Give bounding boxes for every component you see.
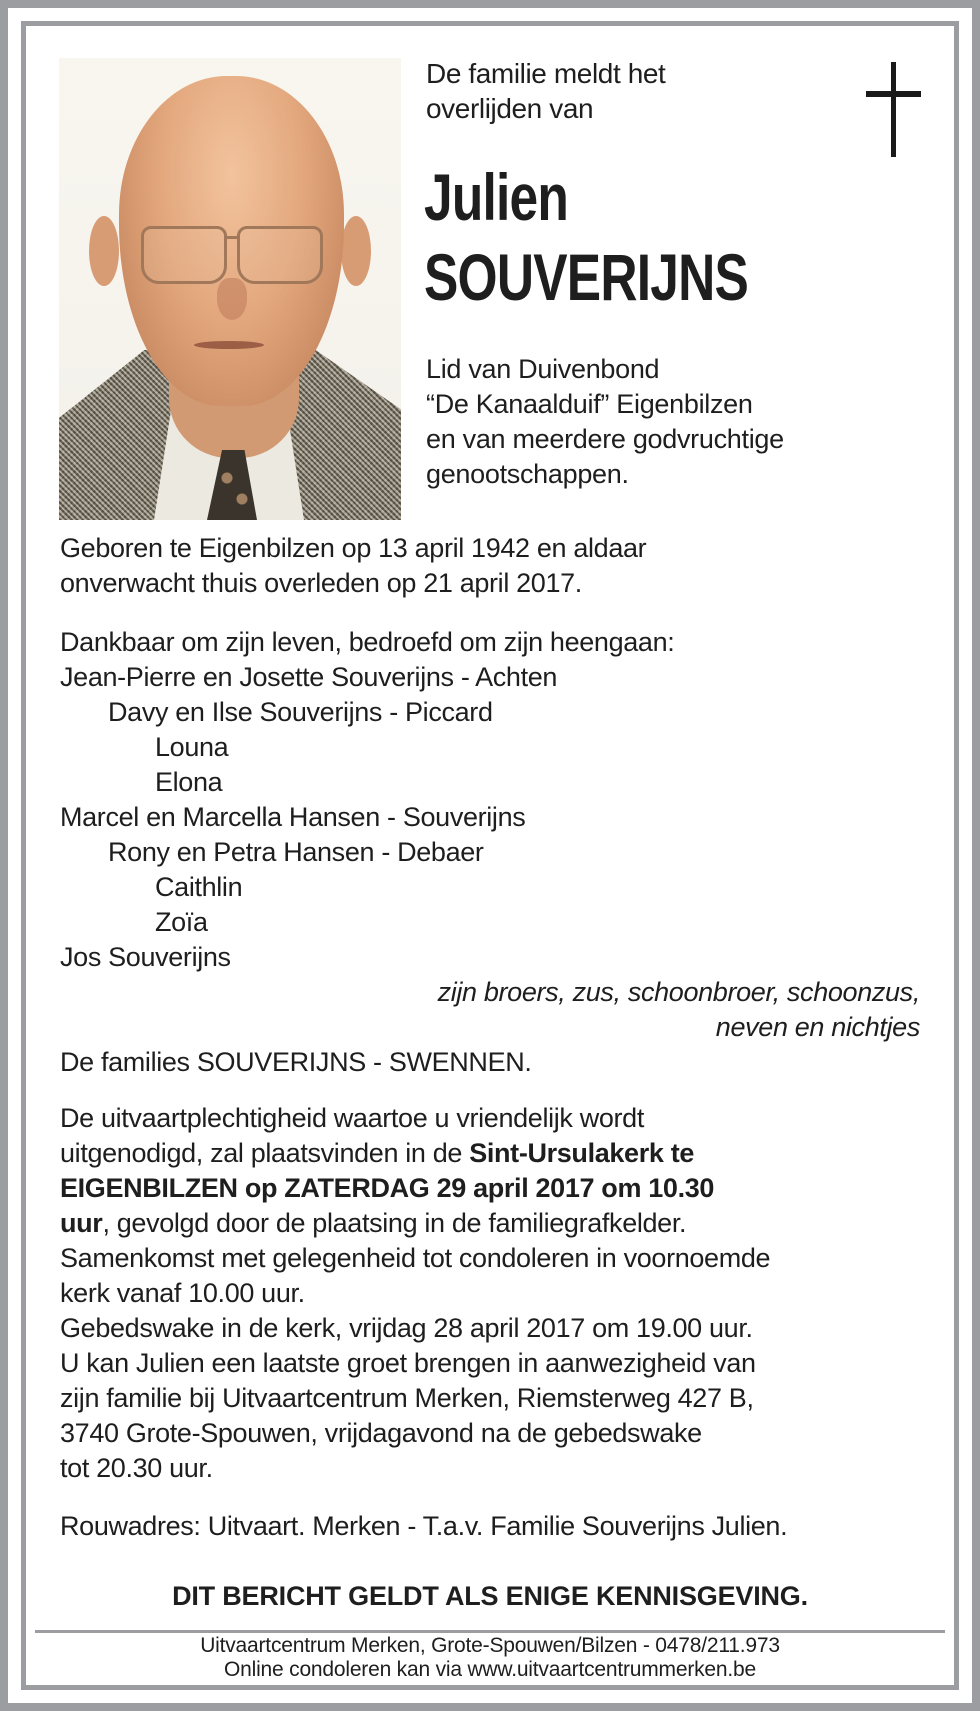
membership-line: genootschappen. [426,459,629,489]
photo-nose [217,278,247,320]
membership-text [426,352,784,492]
ceremony-line: 3740 Grote-Spouwen, vrijdagavond na de gebedswake [60,1418,702,1448]
family-list [60,625,920,1080]
family-member: Jos Souverijns [60,942,231,972]
ceremony-line: kerk vanaf 10.00 uur. [60,1278,305,1308]
birth-line: Geboren te Eigenbilzen op 13 april 1942 en aldaar [60,533,647,563]
photo-glasses-right [237,226,323,284]
ceremony-line: tot 20.30 uur. [60,1453,213,1483]
ceremony-line [60,1136,940,1171]
ceremony-line: Samenkomst met gelegenheid tot condoleren in voornoemde [60,1243,771,1273]
ceremony-line: U kan Julien een laatste groet brengen in aanwezigheid van [60,1348,756,1378]
intro-line: overlijden van [426,93,594,124]
membership-line: en van meerdere godvruchtige [426,424,784,454]
ceremony-line [60,1206,940,1241]
ceremony-line: zijn familie bij Uitvaartcentrum Merken, Riemsterweg 427 B, [60,1383,754,1413]
cross-icon-vertical [891,62,896,157]
photo-glasses-left [141,226,227,284]
ceremony-text: uitgenodigd, zal plaatsvinden in de [60,1138,470,1168]
membership-line: Lid van Duivenbond [426,354,660,384]
ceremony-date-time: EIGENBILZEN op ZATERDAG 29 april 2017 om 10.30 [60,1173,715,1203]
birth-death-text [60,531,646,601]
ceremony-text: , gevolgd door de plaatsing in de familiegrafkelder. [102,1208,687,1238]
membership-line: “De Kanaalduif” Eigenbilzen [426,389,753,419]
family-member: Caithlin [155,872,243,902]
family-member: Davy en Ilse Souverijns - Piccard [108,697,493,727]
first-name: Julien [424,160,569,234]
online-condolence-link[interactable]: Online condoleren kan via www.uitvaartcentrummerken.be [224,1658,756,1681]
family-member: Elona [155,767,223,797]
family-member: Zoïa [155,907,208,937]
announcement-intro [426,56,665,126]
relation-line: neven en nichtjes [715,1012,920,1042]
family-member: Rony en Petra Hansen - Debaer [108,837,484,867]
relation-line: zijn broers, zus, schoonbroer, schoonzus, [437,977,920,1007]
footer [35,1634,945,1682]
ceremony-line: De uitvaartplechtigheid waartoe u vriendelijk wordt [60,1103,644,1133]
photo-ear-right [341,216,371,286]
family-intro: Dankbaar om zijn leven, bedroefd om zijn heengaan: [60,627,675,657]
funeral-home-contact: Uitvaartcentrum Merken, Grote-Spouwen/Bilzen - 0478/211.973 [200,1634,780,1657]
notice-statement: DIT BERICHT GELDT ALS ENIGE KENNISGEVING. [172,1581,808,1611]
photo-ear-left [89,216,119,286]
last-name: SOUVERIJNS [424,240,749,314]
deceased-name [424,157,748,317]
ceremony-details [60,1101,940,1486]
family-member: Jean-Pierre en Josette Souverijns - Achten [60,662,558,692]
mourning-address: Rouwadres: Uitvaart. Merken - T.a.v. Familie Souverijns Julien. [60,1511,788,1541]
ceremony-line: Gebedswake in de kerk, vrijdag 28 april 2017 om 19.00 uur. [60,1313,753,1343]
photo-mouth [194,341,264,349]
portrait-photo [59,58,401,520]
footer-divider [35,1630,945,1633]
cross-icon-horizontal [866,91,921,97]
intro-line: De familie meldt het [426,58,666,89]
photo-glasses-bridge [224,236,240,239]
death-line: onverwacht thuis overleden op 21 april 2017. [60,568,582,598]
families-line: De families SOUVERIJNS - SWENNEN. [60,1047,532,1077]
ceremony-time-unit: uur [60,1208,103,1238]
family-member: Marcel en Marcella Hansen - Souverijns [60,802,526,832]
ceremony-line [60,1171,940,1206]
church-name: Sint-Ursulakerk te [469,1138,695,1168]
family-member: Louna [155,732,229,762]
